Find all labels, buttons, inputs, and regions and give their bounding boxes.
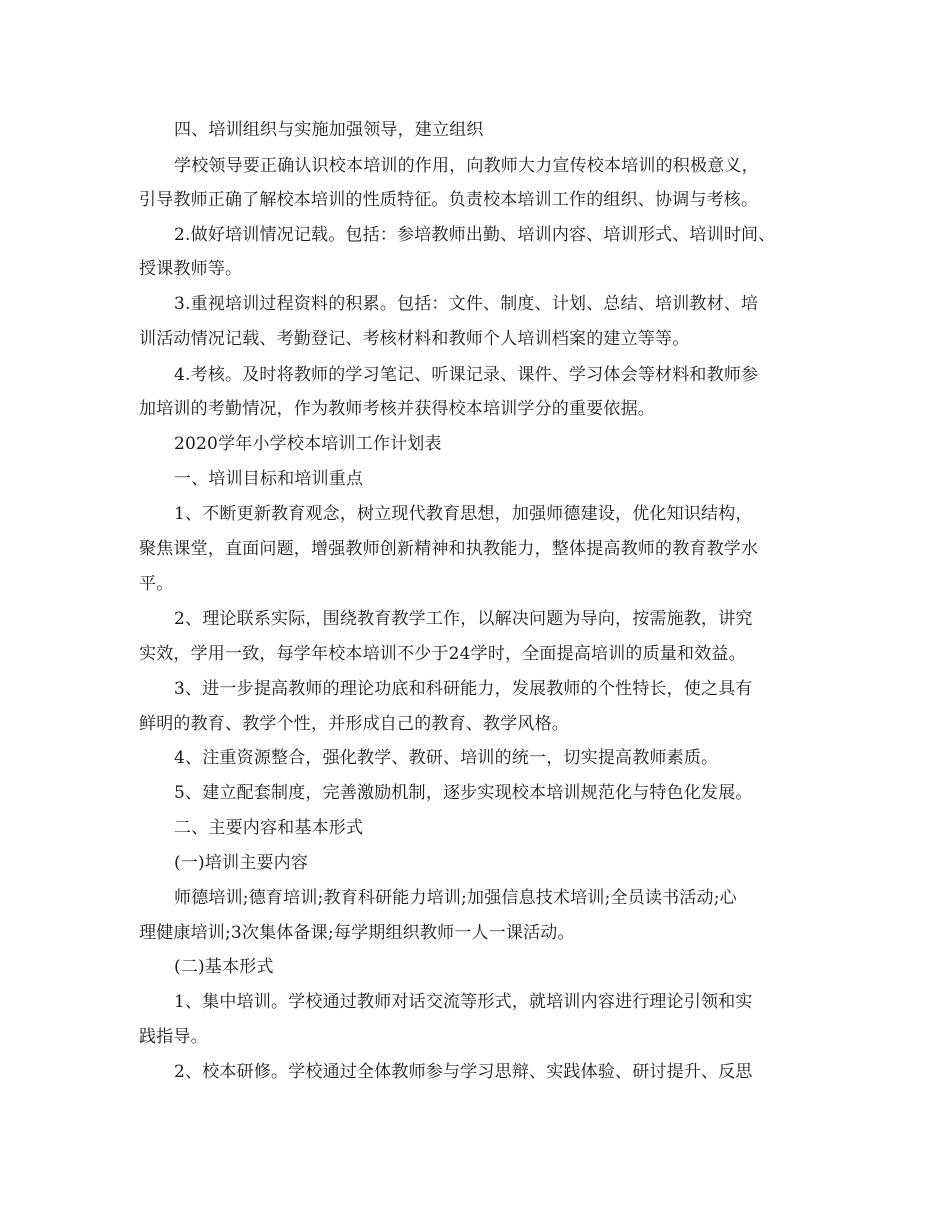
subsection-heading: (一)培训主要内容 <box>174 853 309 873</box>
paragraph-line: 2.做好培训情况记载。包括：参培教师出勤、培训内容、培训形式、培训时间、 <box>174 225 776 245</box>
document-title: 2020学年小学校本培训工作计划表 <box>174 434 442 454</box>
paragraph-line: 2、理论联系实际，围绕教育教学工作，以解决问题为导向，按需施教，讲究 <box>174 609 753 629</box>
paragraph-line: 聚焦课堂，直面问题，增强教师创新精神和执教能力，整体提高教师的教育教学水 <box>139 539 759 559</box>
paragraph-line: 训活动情况记载、考勤登记、考核材料和教师个人培训档案的建立等等。 <box>139 329 690 349</box>
paragraph-line: 引导教师正确了解校本培训的性质特征。负责校本培训工作的组织、协调与考核。 <box>139 190 759 210</box>
paragraph-line: 1、集中培训。学校通过教师对话交流等形式，就培训内容进行理论引领和实 <box>174 992 753 1012</box>
paragraph-line: 实效，学用一致，每学年校本培训不少于24学时，全面提高培训的质量和效益。 <box>139 644 746 664</box>
paragraph-line: 1、不断更新教育观念，树立现代教育思想，加强师德建设，优化知识结构， <box>174 504 753 524</box>
paragraph-line: 3、进一步提高教师的理论功底和科研能力，发展教师的个性特长，使之具有 <box>174 679 753 699</box>
paragraph-line: 鲜明的教育、教学个性，并形成自己的教育、教学风格。 <box>139 714 569 734</box>
section-heading: 一、培训目标和培训重点 <box>174 469 364 489</box>
section-heading: 四、培训组织与实施加强领导，建立组织 <box>174 120 484 140</box>
paragraph-line: 学校领导要正确认识校本培训的作用，向教师大力宣传校本培训的积极意义， <box>174 156 759 176</box>
paragraph-line: 加培训的考勤情况，作为教师考核并获得校本培训学分的重要依据。 <box>139 399 655 419</box>
paragraph-line: 理健康培训;3次集体备课;每学期组织教师一人一课活动。 <box>139 923 575 943</box>
paragraph-line: 践指导。 <box>139 1027 208 1047</box>
paragraph-line: 4、注重资源整合，强化教学、教研、培训的统一，切实提高教师素质。 <box>174 748 719 768</box>
paragraph-line: 授课教师等。 <box>139 259 243 279</box>
paragraph-line: 5、建立配套制度，完善激励机制，逐步实现校本培训规范化与特色化发展。 <box>174 783 753 803</box>
section-heading: 二、主要内容和基本形式 <box>174 818 364 838</box>
paragraph-line: 3.重视培训过程资料的积累。包括：文件、制度、计划、总结、培训教材、培 <box>174 294 759 314</box>
paragraph-line: 2、校本研修。学校通过全体教师参与学习思辩、实践体验、研讨提升、反思 <box>174 1062 753 1082</box>
subsection-heading: (二)基本形式 <box>174 957 274 977</box>
paragraph-line: 平。 <box>139 574 174 594</box>
paragraph-line: 师德培训;德育培训;教育科研能力培训;加强信息技术培训;全员读书活动;心 <box>174 888 737 908</box>
paragraph-line: 4.考核。及时将教师的学习笔记、听课记录、课件、学习体会等材料和教师参 <box>174 365 759 385</box>
